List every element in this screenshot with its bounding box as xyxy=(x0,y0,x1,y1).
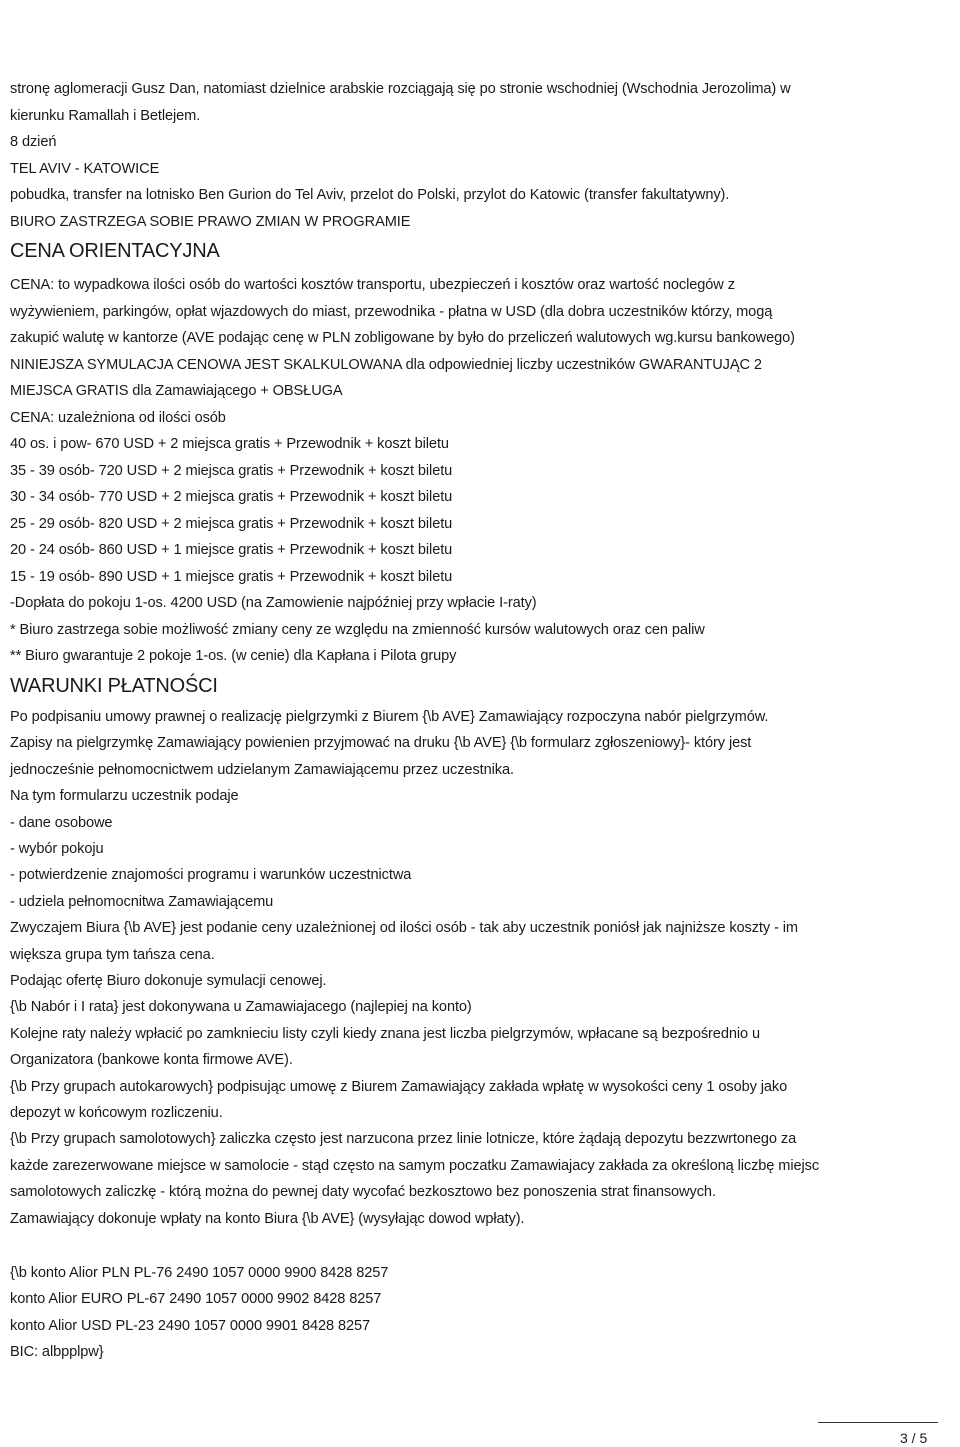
account-line: {\b konto Alior PLN PL-76 2490 1057 0000 9900 8428 8257 xyxy=(10,1265,389,1281)
price-line: 40 os. i pow- 670 USD + 2 miejsca gratis + Przewodnik + koszt biletu xyxy=(10,436,449,452)
text-line: kierunku Ramallah i Betlejem. xyxy=(10,107,201,124)
page-number: 3 / 5 xyxy=(900,1430,928,1446)
price-line: CENA: uzależniona od ilości osób xyxy=(10,409,226,426)
price-line: zakupić walutę w kantorze (AVE podając cenę w PLN zobligowane by było do przeliczeń walutowych wg.kursu bankowego) xyxy=(10,330,795,346)
price-line: 35 - 39 osób- 720 USD + 2 miejsca gratis + Przewodnik + koszt biletu xyxy=(10,462,453,479)
payment-line: jednocześnie pełnomocnictwem udzielanym Zamawiającemu przez uczestnika. xyxy=(10,761,514,778)
price-line: -Dopłata do pokoju 1-os. 4200 USD (na Zamowienie najpóźniej przy wpłacie I-raty) xyxy=(10,595,537,611)
payment-line: {\b Nabór i I rata} jest dokonywana u Zamawiajacego (najlepiej na konto) xyxy=(10,999,472,1016)
price-line: CENA: to wypadkowa ilości osób do wartości kosztów transportu, ubezpieczeń i kosztów oraz wartość noclegów z xyxy=(10,277,735,293)
price-line: ** Biuro gwarantuje 2 pokoje 1-os. (w cenie) dla Kapłana i Pilota grupy xyxy=(10,648,457,664)
price-line: 15 - 19 osób- 890 USD + 1 miejsce gratis + Przewodnik + koszt biletu xyxy=(10,568,453,585)
payment-line: Podając ofertę Biuro dokonuje symulacji cenowej. xyxy=(10,973,327,989)
payment-line: Kolejne raty należy wpłacić po zamknieciu listy czyli kiedy znana jest liczba pielgrzymów, wpłacane są bezpośrednio u xyxy=(10,1025,760,1042)
payment-terms-heading: WARUNKI PŁATNOŚCI xyxy=(10,675,218,697)
payment-line: - udziela pełnomocnitwa Zamawiającemu xyxy=(10,893,274,910)
text-line: TEL AVIV - KATOWICE xyxy=(10,160,160,177)
price-heading: CENA ORIENTACYJNA xyxy=(10,240,220,262)
price-line: * Biuro zastrzega sobie możliwość zmiany ceny ze względu na zmienność kursów walutowych oraz cen paliw xyxy=(10,621,705,638)
footer-rule xyxy=(818,1422,938,1423)
account-line: konto Alior USD PL-23 2490 1057 0000 9901 8428 8257 xyxy=(10,1317,371,1334)
payment-line: Zwyczajem Biura {\b AVE} jest podanie ceny uzależnionej od ilości osób - tak aby uczestnik poniósł jak najniższe koszty - im xyxy=(10,920,798,937)
price-line: 30 - 34 osób- 770 USD + 2 miejsca gratis + Przewodnik + koszt biletu xyxy=(10,489,453,505)
payment-line: Zamawiający dokonuje wpłaty na konto Biura {\b AVE} (wysyłając dowod wpłaty). xyxy=(10,1210,525,1227)
payment-line: - wybór pokoju xyxy=(10,841,104,857)
account-line: konto Alior EURO PL-67 2490 1057 0000 9902 8428 8257 xyxy=(10,1291,382,1308)
price-line: 25 - 29 osób- 820 USD + 2 miejsca gratis + Przewodnik + koszt biletu xyxy=(10,515,453,532)
price-line: NINIEJSZA SYMULACJA CENOWA JEST SKALKULOWANA dla odpowiedniej liczby uczestników GWARANTUJĄC 2 xyxy=(10,356,762,373)
account-line: BIC: albpplpw} xyxy=(10,1344,104,1361)
payment-line: - dane osobowe xyxy=(10,814,113,831)
price-line: 20 - 24 osób- 860 USD + 1 miejsce gratis + Przewodnik + koszt biletu xyxy=(10,542,453,558)
payment-line: samolotowych zaliczkę - którą można do pewnej daty wycofać bezkosztowo bez ponoszenia strat finansowych. xyxy=(10,1184,716,1201)
payment-line: każde zarezerwowane miejsce w samolocie - stąd często na samym poczatku Zamawiajacy zakłada za określoną liczbę miejsc xyxy=(10,1157,820,1174)
payment-line: Organizatora (bankowe konta firmowe AVE). xyxy=(10,1052,293,1069)
payment-line: Po podpisaniu umowy prawnej o realizację pielgrzymki z Biurem {\b AVE} Zamawiający rozpoczyna nabór pielgrzymów. xyxy=(10,709,769,725)
payment-line: depozyt w końcowym rozliczeniu. xyxy=(10,1105,223,1121)
text-line: stronę aglomeracji Gusz Dan, natomiast dzielnice arabskie rozciągają się po stronie wschodniej (Wschodnia Jerozolima) w xyxy=(10,81,791,97)
payment-line: Na tym formularzu uczestnik podaje xyxy=(10,788,239,805)
payment-line: większa grupa tym tańsza cena. xyxy=(10,946,215,963)
price-line: MIEJSCA GRATIS dla Zamawiającego + OBSŁUGA xyxy=(10,383,343,399)
price-line: wyżywieniem, parkingów, opłat wjazdowych do miast, przewodnika - płatna w USD (dla dobra uczestników którzy, mogą xyxy=(10,303,773,320)
text-line: pobudka, transfer na lotnisko Ben Gurion do Tel Aviv, przelot do Polski, przylot do Katowic (transfer fakultatywny). xyxy=(10,187,730,204)
text-line: 8 dzień xyxy=(10,134,57,151)
payment-line: {\b Przy grupach samolotowych} zaliczka często jest narzucona przez linie lotnicze, które żądają depozytu bezzwrtonego za xyxy=(10,1131,797,1148)
text-line: BIURO ZASTRZEGA SOBIE PRAWO ZMIAN W PROGRAMIE xyxy=(10,214,411,230)
payment-line: - potwierdzenie znajomości programu i warunków uczestnictwa xyxy=(10,867,412,884)
payment-line: Zapisy na pielgrzymkę Zamawiający powienien przyjmować na druku {\b AVE} {\b formularz zgłoszeniowy}- który jest xyxy=(10,735,752,752)
payment-line: {\b Przy grupach autokarowych} podpisując umowę z Biurem Zamawiający zakłada wpłatę w wysokości ceny 1 osoby jako xyxy=(10,1078,788,1095)
